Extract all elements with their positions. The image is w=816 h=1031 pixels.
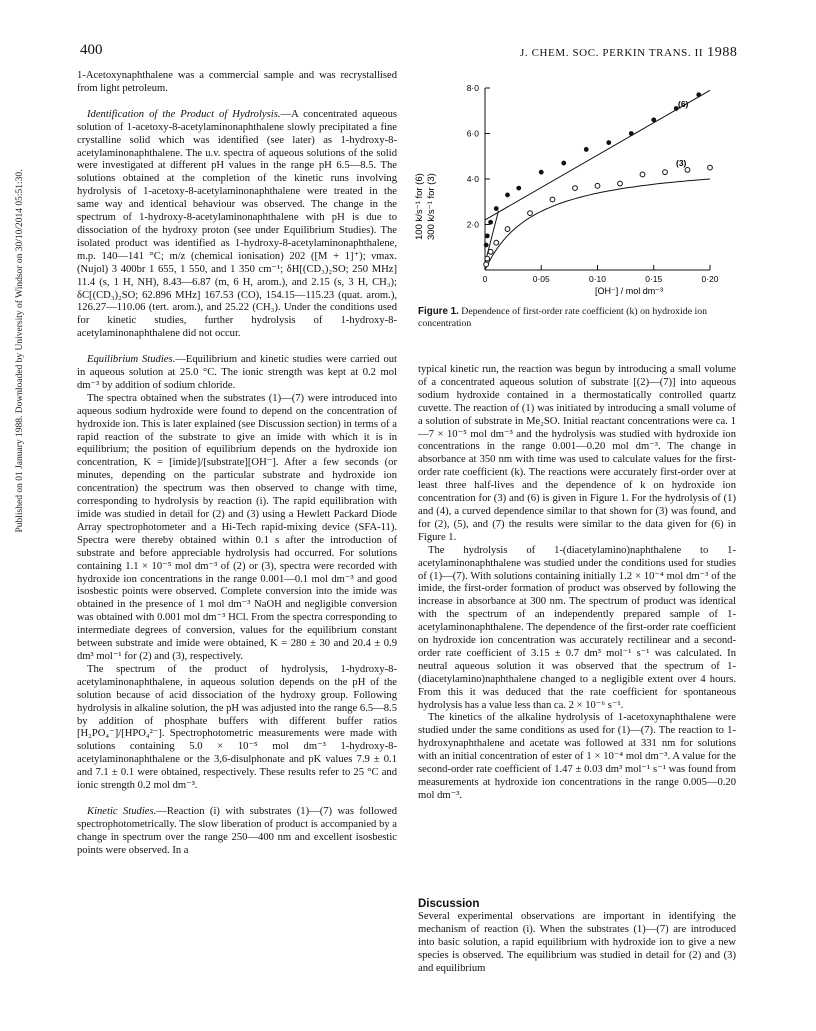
y-tick-label: 2·0 — [466, 219, 479, 230]
series-3-point — [528, 211, 533, 216]
series-6-point — [505, 193, 510, 198]
caption-label: Figure 1. — [418, 306, 459, 317]
series-6-point — [606, 140, 611, 145]
x-tick-label: 0 — [482, 274, 488, 284]
section-heading: Identification of the Product of Hydrolysis. — [87, 108, 281, 120]
left-column — [77, 70, 397, 858]
series-6-point — [484, 243, 489, 248]
series-3-point — [640, 172, 645, 177]
series-3-point — [663, 170, 668, 175]
y-tick-label: 6·0 — [466, 128, 479, 139]
running-header — [520, 45, 738, 61]
paragraph-text: —A concentrated aqueous solution of 1-acetoxy-8-acetylaminonaphthalene slowly precipitated a fine crystalline solid which was identified (see later) as 1-hydroxy-8-acetylaminonaphthalene. The u.v. spectra of aqueous solutions of the solid were investigated at different pH values in the range pH 6.5—8.5. The solutions obtained at the completion of the kinetic runs involving hydrolysis of 1-acetoxy-8-acetylaminonaphthalene were treated in the same way and identical behaviour was observed. The change in the spectrum of 1-hydroxy-8-acetylaminonaphthalene with pH is due to dissociation of the hydroxy proton (see under Equilibrium Studies). The isolated product was identified as 1-hydroxy-8-acetylaminonaphthalene, m.p. 140—141 °C; m/z (chemical ionisation) 202 ([M + 1]⁺); νmax.(Nujol) 3 400br 1 655, 1 550, and 1 350 cm⁻¹; δH[(CD₃)₂SO; 250 MHz] 11.4 (s, 1 H, NH), 8.43—6.87 (m, 6 H, arom.), and 2.15 (s, 3 H, CH₃); δC[(CD₃)₂SO; 62.896 MHz] 167.53 (CO), 154.15—115.23 (quat. arom.), 126.27—110.06 (tert. arom.), and 25.22 (CH₃). Under the conditions used for kinetic studies, further hydrolysis of 1-hydroxy-8-acetylaminonaphthalene did not occur. — [77, 108, 397, 340]
x-axis-label: [OH⁻] / mol dm⁻³ — [595, 286, 664, 296]
x-tick-label: 0·10 — [588, 274, 607, 284]
series-6-point — [488, 220, 493, 225]
series-3-point — [485, 256, 490, 261]
paragraph: 1-Acetoxynaphthalene was a commercial sample and was recrystallised from light petroleum. — [77, 70, 397, 94]
series-3-point — [550, 197, 555, 202]
x-tick-label: 0·15 — [645, 274, 663, 284]
series-6-point — [651, 117, 656, 122]
journal-name: J. CHEM. SOC. PERKIN TRANS. II — [520, 47, 704, 59]
figure-caption — [418, 306, 736, 329]
download-sidebar-notice: Published on 01 January 1988. Downloaded by University of Windsor on 30/10/2014 05:51:30. — [15, 169, 25, 533]
caption-text: Dependence of first-order rate coefficient (k) on hydroxide ion concentration — [418, 306, 708, 329]
series-label-3: (3) — [676, 158, 687, 168]
series-3-point — [708, 165, 713, 170]
series-3-point — [494, 240, 499, 245]
right-column — [418, 364, 736, 803]
series-3-point — [488, 249, 493, 254]
page-number: 400 — [80, 42, 103, 58]
discussion-heading: Discussion — [418, 898, 480, 910]
x-tick-label: 0·20 — [701, 274, 719, 284]
paragraph — [77, 109, 397, 341]
chart-axes — [467, 83, 719, 284]
series-3-point — [685, 168, 690, 173]
paragraph: The hydrolysis of 1-(diacetylamino)naphthalene to 1-acetylaminonaphthalene was studied under the conditions used for studies of (1)—(7). With solutions containing initially 1.2 × 10⁻⁴ mol dm⁻³ of the imide, the first-order formation of product was observed by following the increase in absorbance at 300 nm. The spectrum of product was identical with the spectrum of an independently prepared sample of 1-acetylaminonaphthalene. The dependence of the first-order rate coefficient on hydroxide ion concentration was accurately rectilinear and a second-order rate coefficient of 3.15 ± 0.7 dm³ mol⁻¹ s⁻¹ was calculated. In neutral aqueous solution it was observed that the spectrum of 1-(diacetylamino)naphthalene changed to a negligible extent over 4 hours. From this it was deduced that the rate coefficient for spontaneous hydrolysis has a value less than ca. 2 × 10⁻⁶ s⁻¹. — [418, 544, 736, 711]
paragraph: Several experimental observations are important in identifying the mechanism of reaction (i). When the substrates (1)—(7) are introduced into basic solution, a rapid equilibrium with hydroxide ion to give a new species is observed. The equilibrium was studied in detail for (2) and (3) and equilibrium — [418, 911, 736, 974]
series-label-6: (6) — [678, 99, 689, 109]
series-3-point — [618, 181, 623, 186]
series-6-point — [561, 161, 566, 166]
section-heading: Equilibrium Studies. — [87, 354, 176, 366]
paragraph: The spectra obtained when the substrates (1)—(7) were introduced into aqueous sodium hydroxide were found to depend on the concentration of hydroxide ion. This is later explained (see Discussion section) in terms of a rapid reaction of the substrate to give an imide with which it is in equilibrium; the position of equilibrium depends on the hydroxide ion concentration, K = [imide]/[substrate][OH⁻]. After a few seconds (or minutes, depending on the particular substrate and hydroxide ion concentration) the spectrum was then observed to change with time, corresponding to hydrolysis by reaction (i). The rapid equilibration with imide was studied in detail for (2) and (3) using a Hewlett Packard Diode Array spectrophotometer and a Hi-Tech rapid-mixing device (SFA-11). Spectra were thereby obtained within 0.1 s after the introduction of substrate and before appreciable hydrolysis had occurred. For solutions containing 1.1 × 10⁻⁵ mol dm⁻³ of (2) or (3), spectra were recorded with hydroxide ion concentrations in the range 0.001—0.1 mol dm⁻³ and good isosbestic points were observed. Complete conversion into the imide was obtained in the presence of 1 mol dm⁻³ NaOH and negligible conversion was obtained with 0.001 mol dm⁻³ HCl. From the spectra corresponding to intermediate degrees of conversion, values for the equilibrium constant between substrate and imide were obtained, K = 280 ± 30 and 20.4 ± 0.9 dm³ mol⁻¹ for (2) and (3), respectively. — [77, 392, 397, 662]
x-tick-label: 0·05 — [532, 274, 550, 284]
chart-marks — [484, 90, 713, 270]
series-6-point — [584, 147, 589, 152]
series-6-point — [539, 170, 544, 175]
series-3-point — [505, 227, 510, 232]
y-axis-label-1: 100 k/s⁻¹ for (6) — [414, 173, 425, 240]
discussion-body — [418, 911, 736, 976]
y-tick-label: 4·0 — [466, 174, 479, 184]
journal-year: 1988 — [707, 45, 738, 60]
series-6-point — [494, 206, 499, 211]
series-3-point — [595, 183, 600, 188]
paragraph — [77, 354, 397, 393]
paragraph: The kinetics of the alkaline hydrolysis of 1-acetoxynaphthalene were studied under the same conditions as used for (1)—(7). The reaction to 1-hydroxynaphthalene and acetate was followed at 331 nm for solutions with an initial concentration of ester of 1 × 10⁻⁴ mol dm⁻³. A value for the second-order rate coefficient of 1.47 ± 0.03 dm³ mol⁻¹ s⁻¹ was found from measurements at hydroxide ion concentrations in the range 0.005—0.20 mol dm⁻³. — [418, 712, 736, 801]
figure-1 — [410, 70, 740, 300]
series-6-point — [629, 131, 634, 136]
paragraph-text: —Equilibrium and kinetic studies were carried out in aqueous solution at 25.0 °C. The ionic strength was kept at 0.2 mol dm⁻³ by addition of sodium chloride. — [77, 354, 397, 391]
paragraph-text: —Reaction (i) with substrates (1)—(7) was followed spectrophotometrically. The slow liberation of product is accompanied by a change in spectrum over the range 250—400 nm and excellent isosbestic points were observed. In a — [77, 805, 398, 856]
paragraph — [77, 806, 397, 858]
paragraph: typical kinetic run, the reaction was begun by introducing a small volume of a concentrated aqueous solution of substrate [(2)—(7)] into aqueous sodium hydroxide contained in a thermostatically controlled quartz cuvette. The reaction of (1) was initiated by introducing a small volume of a solution of substrate in Me₂SO. Initial reactant concentrations were ca. 1—7 × 10⁻⁵ mol dm⁻³ and the hydrolysis was studied with hydroxide ion concentrations in the range 0.001—0.20 mol dm⁻³. The change in absorbance at 350 nm with time was used to calculate values for the first-order rate coefficient (k). The reactions were accurately first-order over at least three half-lives and the dependence of k on hydroxide ion concentration for (3) and (6) is given in Figure 1. For the hydrolysis of (1) and (4), a curved dependence similar to that shown for (3) was found, and for (2), (5), and (7) the results were similar to the data given for (6) in Figure 1. — [418, 364, 736, 543]
series-3-point — [573, 186, 578, 191]
section-heading: Kinetic Studies. — [87, 805, 157, 817]
y-axis-label-2: 300 k/s⁻¹ for (3) — [426, 173, 437, 240]
rate-coefficient-chart — [410, 70, 740, 300]
series-6-point — [696, 92, 701, 97]
series-6-point — [485, 233, 490, 238]
series-3-point — [484, 262, 489, 267]
y-tick-label: 8·0 — [466, 83, 479, 93]
paragraph: The spectrum of the product of hydrolysis, 1-hydroxy-8-acetylaminonaphthalene, in aqueous solution depends on the pH of the solution because of acid dissociation of the hydroxy group. Following hydrolysis in alkaline solution, the pH was adjusted into the range 6.5—8.5 by addition of phosphate buffers with different buffer ratios [H₂PO₄⁻]/[HPO₄²⁻]. Spectrophotometric measurements were made with solutions containing 5.0 × 10⁻⁵ mol dm⁻³ 1-hydroxy-8-acetylaminonaphthalene or the 3,6-disulphonate and pK values 7.9 ± 0.1 and 7.1 ± 0.1 were obtained, respectively. These results refer to 25 °C and ionic strength 0.2 mol dm⁻³. — [77, 663, 397, 792]
series-3-fit-curve — [485, 179, 710, 270]
series-6-point — [516, 186, 521, 191]
